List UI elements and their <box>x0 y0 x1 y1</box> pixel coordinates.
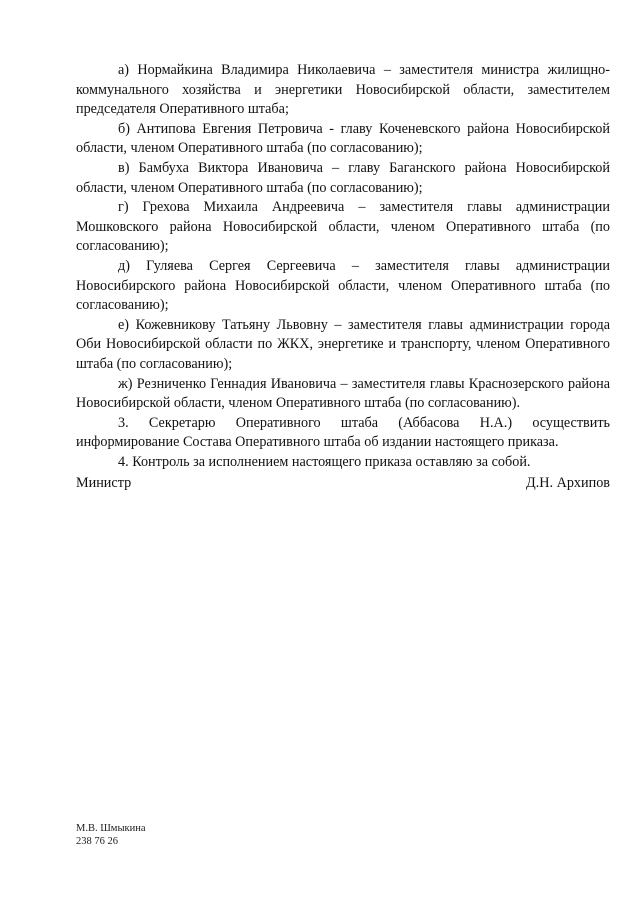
document-body <box>76 61 610 472</box>
signatory-position: Министр <box>76 475 132 491</box>
paragraph-e: е) Кожевникову Татьяну Львовну – заместителя главы администрации города Оби Новосибирской области по ЖКХ, энергетике и транспорту, членом Оперативного штаба (по согласованию); <box>76 316 610 372</box>
paragraph-b: б) Антипова Евгения Петровича - главу Коченевского района Новосибирской области, членом Оперативного штаба (по согласованию); <box>76 120 610 157</box>
paragraph-3: 3. Секретарю Оперативного штаба (Аббасова Н.А.) осуществить информирование Состава Оперативного штаба об издании настоящего приказа. <box>76 414 610 451</box>
signatory-name: Д.Н. Архипов <box>526 475 610 491</box>
paragraph-v: в) Бамбуха Виктора Ивановича – главу Баганского района Новосибирской области, членом Оперативного штаба (по согласованию); <box>76 159 610 196</box>
signature-block <box>76 474 610 494</box>
executor-info <box>76 822 146 848</box>
paragraph-zh: ж) Резниченко Геннадия Ивановича – заместителя главы Краснозерского района Новосибирской области, членом Оперативного штаба (по согласованию). <box>76 375 610 412</box>
paragraph-d: д) Гуляева Сергея Сергеевича – заместителя главы администрации Новосибирского района Новосибирской области, членом Оперативного штаба (по согласованию); <box>76 257 610 314</box>
paragraph-g: г) Грехова Михаила Андреевича – заместителя главы администрации Мошковского района Новосибирской области, членом Оперативного штаба (по согласованию); <box>76 199 610 255</box>
executor-name: М.В. Шмыкина <box>76 823 146 834</box>
paragraph-a: а) Нормайкина Владимира Николаевича – заместителя министра жилищно-коммунального хозяйства и энергетики Новосибирской области, заместителем председателя Оперативного штаба; <box>76 62 610 118</box>
paragraph-4: 4. Контроль за исполнением настоящего приказа оставляю за собой. <box>118 453 531 470</box>
executor-phone: 238 76 26 <box>76 836 118 847</box>
